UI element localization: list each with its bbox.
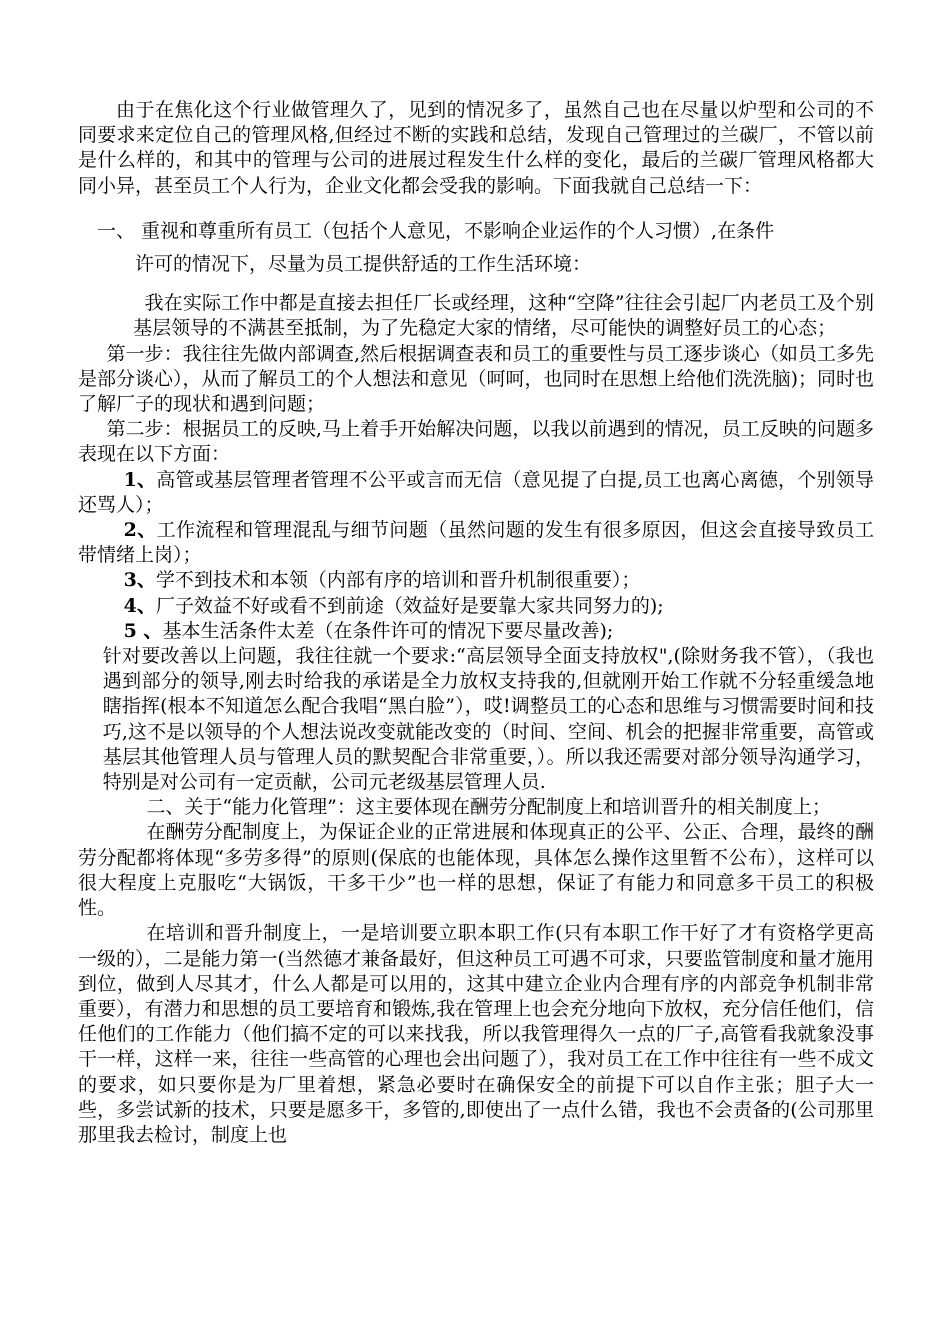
list-item: 3、学不到技术和本领（内部有序的培训和晋升机制很重要）； [123, 569, 641, 592]
section1-paragraph: 我在实际工作中都是直接去担任厂长或经理，这种“空降”往往会引起厂内老员工及个别基层领导的不满甚至抵制，为了先稳定大家的情绪，尽可能快的调整好员工的心态； [133, 292, 874, 340]
section1-heading-line1: 一、 重视和尊重所有员工（包括个人意见，不影响企业运作的个人习惯）,在条件 [97, 219, 775, 242]
step2-paragraph: 第二步：根据员工的反映,马上着手开始解决问题，以我以前遇到的情况，员工反映的问题多表现在以下方面： [78, 418, 874, 466]
list-item: 1、高管或基层管理者管理不公平或言而无信（意见提了白提,员工也离心离德，个别领导还骂人）； [78, 468, 874, 516]
section2-paragraph-pay: 在酬劳分配制度上，为保证企业的正常进展和体现真正的公平、公正、合理，最终的酬劳分配都将体现“多劳多得”的原则(保底的也能体现，具体怎么操作这里暂不公布），这样可以很大程度上克服吃“大锅饭，干多干少”也一样的思想，保证了有能力和同意多干员工的积极性。 [78, 821, 874, 920]
list-item: 4、厂子效益不好或看不到前途（效益好是要靠大家共同努力的); [123, 594, 664, 617]
remedy-paragraph: 针对要改善以上问题，我往往就一个要求:“高层领导全面支持放权",(除财务我不管），（我也遇到部分的领导,刚去时给我的承诺是全力放权支持我的,但就刚开始工作就不分轻重缓急地瞎指挥(根本不知道怎么配合我唱“黑白脸”），哎!调整员工的心态和思维与习惯需要时间和技巧,这不是以领导的个人想法说改变就能改变的（时间、空间、机会的把握非常重要，高管或基层其他管理人员与管理人员的默契配合非常重要，）。所以我还需要对部分领导沟通学习，特别是对公司有一定贡献，公司元老级基层管理人员. [102, 645, 874, 794]
step1-paragraph: 第一步：我往往先做内部调查,然后根据调查表和员工的重要性与员工逐步谈心（如员工多先是部分谈心），从而了解员工的个人想法和意见（呵呵，也同时在思想上给他们洗洗脑)；同时也了解厂子的现状和遇到问题； [78, 342, 874, 416]
list-item: 5 、基本生活条件太差（在条件许可的情况下要尽量改善); [123, 619, 614, 642]
section1-heading [78, 219, 874, 277]
section1-heading-line2: 许可的情况下，尽量为员工提供舒适的工作生活环境： [135, 253, 592, 276]
section2-paragraph-training: 在培训和晋升制度上，一是培训要立职本职工作(只有本职工作干好了才有资格学更高一级的），二是能力第一(当然德才兼备最好，但这种员工可遇不可求，只要监管制度和量才施用到位，做到人尽其才，什么人都是可以用的，这其中建立企业内合理有序的内部竞争机制非常重要），有潜力和思想的员工要培育和锻炼,我在管理上也会充分地向下放权，充分信任他们，信任他们的工作能力（他们搞不定的可以来找我，所以我管理得久一点的厂子,高管看我就象没事干一样，这样一来，往往一些高管的心理也会出问题了），我对员工在工作中往往有一些不成文的要求，如只要你是为厂里着想，紧急必要时在确保安全的前提下可以自作主张；胆子大一些，多尝试新的技术，只要是愿多干，多管的,即使出了一点什么错，我也不会责备的(公司那里那里我去检讨，制度上也 [78, 922, 874, 1146]
list-item: 2、工作流程和管理混乱与细节问题（虽然问题的发生有很多原因，但这会直接导致员工带情绪上岗）； [78, 519, 874, 567]
section2-heading: 二、关于“能力化管理”：这主要体现在酬劳分配制度上和培训晋升的相关制度上； [146, 796, 831, 819]
intro-paragraph: 由于在焦化这个行业做管理久了，见到的情况多了，虽然自己也在尽量以炉型和公司的不同要求来定位自己的管理风格,但经过不断的实践和总结，发现自己管理过的兰碳厂，不管以前是什么样的，和其中的管理与公司的进展过程发生什么样的变化，最后的兰碳厂管理风格都大同小异，甚至员工个人行为，企业文化都会受我的影响。下面我就自己总结一下： [78, 99, 874, 197]
document-page [78, 98, 874, 1148]
